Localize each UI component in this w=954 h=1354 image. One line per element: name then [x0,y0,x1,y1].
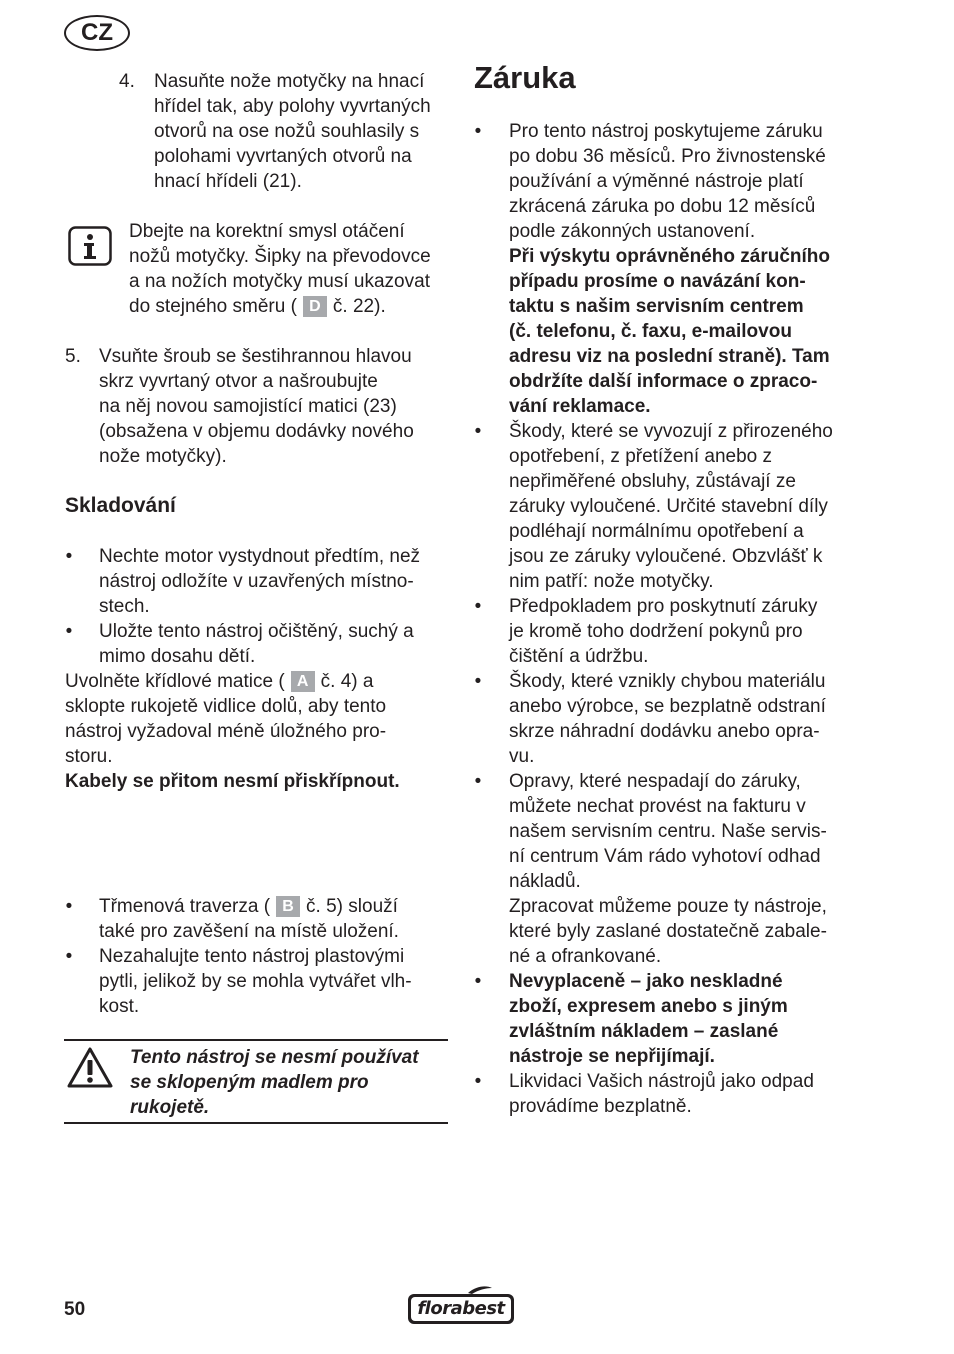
bullet: • [474,421,482,442]
bracket-bullet: Třmenová traverza ( B č. 5) slouží také pro zavěšení na místě uložení. [99,896,399,942]
warning-icon [66,1046,114,1090]
bullet: • [65,896,73,917]
bullet: • [474,596,482,617]
step-5-number: 5. [65,346,81,367]
bullet: • [65,946,73,967]
plastic-bag-bullet: Nezahalujte tento nástroj plastovými pytli, jelikož by se mohla vytvářet vlh- kost. [99,946,412,1017]
warning-bottom-rule [64,1122,448,1124]
figure-ref-d: D [303,296,327,317]
warranty-bullet-6: Nevyplaceně – jako neskladné zboží, expresem anebo s jiným zvláštním nákladem – zaslané nástroje se nepřijímají. [509,971,788,1067]
step-4-number: 4. [119,71,135,92]
warranty-bullet-5: Opravy, které nespadají do záruky, můžete nechat provést na fakturu v našem servisním centru. Naše servis- ní centrum Vám rádo vyhotoví odhad nákladů. Zpracovat můžeme pouze ty nástroje, které byly zaslané dostatečně zabale- né a ofrankované. [509,771,827,967]
warning-top-rule [64,1039,448,1041]
storage-bullet-2: Uložte tento nástroj očištěný, suchý a mimo dosahu dětí. [99,621,414,667]
bullet: • [65,546,73,567]
storage-bullet-1: Nechte motor vystydnout předtím, než nástroj odložíte v uzavřených místno- stech. [99,546,421,617]
cables-warning-text: Kabely se přitom nesmí přiskřípnout. [65,771,400,792]
figure-ref-b: B [276,896,300,917]
bullet: • [474,971,482,992]
warranty-heading: Záruka [474,60,576,95]
warning-text: Tento nástroj se nesmí používat se sklopeným madlem pro rukojetě. [130,1047,419,1118]
step-5-text: Vsuňte šroub se šestihrannou hlavou skrz vyvrtaný otvor a našroubujte na něj novou samojistící matici (23) (obsažena v objemu dodávky nového nože motyčky). [99,346,414,467]
figure-ref-a: A [291,671,315,692]
warranty-bullet-7: Likvidaci Vašich nástrojů jako odpad provádíme bezplatně. [509,1071,814,1117]
step-4-text: Nasuňte nože motyčky na hnací hřídel tak, aby polohy vyvrtaných otvorů na ose nožů souhlasily s polohami vyvrtaných otvorů na hnací hřídeli (21). [154,71,431,192]
bullet: • [65,621,73,642]
bullet: • [474,771,482,792]
language-badge: CZ [64,15,130,51]
page-number: 50 [64,1299,86,1320]
bullet: • [474,121,482,142]
bullet: • [474,1071,482,1092]
warranty-bullet-3: Předpokladem pro poskytnutí záruky je kromě toho dodržení pokynů pro čištění a údržbu. [509,596,818,667]
florabest-logo: florabest [406,1284,516,1326]
bullet: • [474,671,482,692]
storage-heading: Skladování [65,494,176,517]
warranty-bullet-2: Škody, které se vyvozují z přirozeného opotřebení, z přetížení anebo z nepřiměřené obsluhy, zůstávají ze záruky vyloučené. Určité stavební díly podléhají normálnímu opotřebení a jsou ze záruky vyloučené. Obzvlášť k nim patří: nože motyčky. [509,421,833,592]
info-icon [68,226,112,266]
wing-nut-paragraph: Uvolněte křídlové matice ( A č. 4) a sklopte rukojetě vidlice dolů, aby tento nástroj vyžadoval méně úložného pro- storu. Kabely se přitom nesmí přiskřípnout. [65,671,400,792]
warranty-bullet-4: Škody, které vznikly chybou materiálu anebo výrobce, se bezplatně odstraní skrze náhradní dodávku anebo opra- vu. [509,671,826,767]
info-note: Dbejte na korektní smysl otáčení nožů motyčky. Šipky na převodovce a na nožích motyčky musí ukazovat do stejného směru ( D č. 22). [129,221,431,317]
warranty-bullet-1: Pro tento nástroj poskytujeme záruku po dobu 36 měsíců. Pro živnostenské používání a výměnné nástroje platí zkrácená záruka po dobu 12 měsíců podle zákonných ustanovení. Při výskytu oprávněného záručního případu prosíme o navázání kon- taktu s našim servisním centrem (č. telefonu, č. faxu, e-mailovou adresu viz na poslední straně). Tam obdržíte další informace o zpraco- vání reklamace. [509,121,830,417]
